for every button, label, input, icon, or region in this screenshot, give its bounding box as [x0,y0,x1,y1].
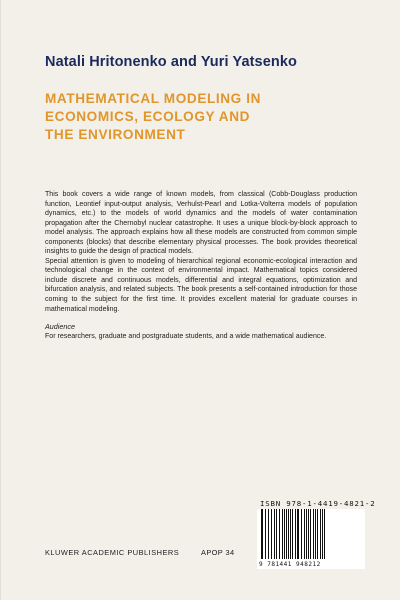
description-paragraph: This book covers a wide range of known models, from classical (Cobb-Douglass production function, Leontief input-output analysis, Verhulst-Pearl and Lotka-Volterra models of population dynamics, etc.) to the models of world dynamics and the models of water contamination propagation after the Chernobyl nuclear catastrophe. It uses a unique block-by-block approach to model analysis. The approach explains how all these models are constructed from common simple components (blocks) that describe elementary physical processes. The book provides theoretical insights to guide the design of practical models. [45,191,357,256]
barcode-bar [290,509,291,559]
barcode-bar [261,509,263,559]
barcode-bar [292,509,293,559]
barcode-bars [257,509,365,561]
barcode-bar [304,509,305,559]
book-title [45,90,365,144]
title-line: MATHEMATICAL MODELING IN [45,91,262,106]
barcode-bar [295,509,296,559]
authors: Natali Hritonenko and Yuri Yatsenko [45,54,297,70]
barcode-bar [271,509,272,559]
barcode-bar [274,509,275,559]
barcode-bar [308,509,309,559]
barcode-bar [284,509,285,559]
barcode-bar [320,509,321,559]
barcode-bar [288,509,289,559]
barcode-digits: 9 781441 948212 [259,561,321,568]
barcode-bar [265,509,266,559]
barcode-bar [315,509,316,559]
title-line: THE ENVIRONMENT [45,127,186,142]
barcode-bar [324,509,325,559]
barcode-bar [268,509,269,559]
barcode-bar [322,509,323,559]
series-number: APOP 34 [201,548,235,557]
barcode-bar [306,509,307,559]
audience-label: Audience [45,322,75,331]
publisher-name: KLUWER ACADEMIC PUBLISHERS [45,548,180,557]
description-paragraph: Special attention is given to modeling of hierarchical regional economic-ecological interaction and technological change in the context of environmental impact. Mathematical topics considered include discrete and continuous models, differential and integral equations, optimization and bifurcation analysis, and related subjects. The book presents a self-contained introduction for those coming to the subject for the first time. It provides excellent material for graduate courses in mathematical modeling. [45,257,357,313]
title-line: ECONOMICS, ECOLOGY AND [45,109,251,124]
barcode-bar [282,509,283,559]
barcode-bar [297,509,299,559]
barcode-bar [317,509,318,559]
isbn: ISBN 978-1-4419-4821-2 [260,499,376,508]
barcode-bar [276,509,277,559]
book-description [45,190,357,314]
barcode-bar [310,509,311,559]
barcode-bar [286,509,287,559]
barcode-bar [301,509,302,559]
audience-text: For researchers, graduate and postgraduate students, and a wide mathematical audience. [45,333,327,340]
barcode-bar [313,509,314,559]
barcode [257,509,365,569]
barcode-bar [279,509,280,559]
